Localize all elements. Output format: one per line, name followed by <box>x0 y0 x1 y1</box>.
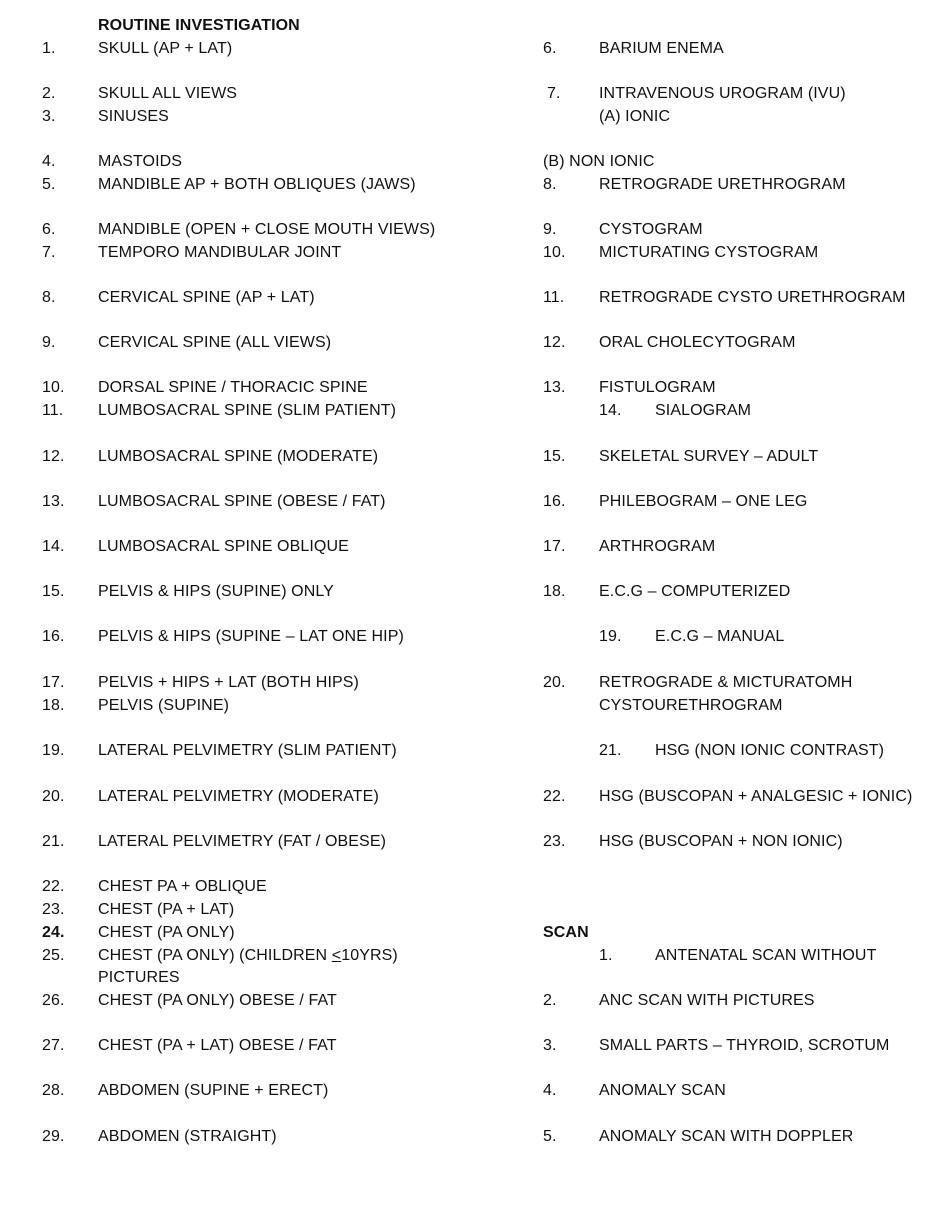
right-item-text: ORAL CHOLECYTOGRAM <box>599 334 796 351</box>
scan-item-text: ANOMALY SCAN <box>599 1082 726 1099</box>
right-item-text: INTRAVENOUS UROGRAM (IVU) <box>599 85 846 102</box>
left-item-number: 1. <box>42 40 56 57</box>
left-item-number: 16. <box>42 628 65 645</box>
right-item-text: PHILEBOGRAM – ONE LEG <box>599 493 808 510</box>
left-item-number: 29. <box>42 1128 65 1145</box>
left-item-text: LUMBOSACRAL SPINE OBLIQUE <box>98 538 349 555</box>
left-item-text: CERVICAL SPINE (ALL VIEWS) <box>98 334 332 351</box>
left-item-text: CERVICAL SPINE (AP + LAT) <box>98 289 315 306</box>
scan-item-number: 4. <box>543 1082 557 1099</box>
left-item-text: PELVIS & HIPS (SUPINE – LAT ONE HIP) <box>98 628 404 645</box>
left-item-number: 5. <box>42 176 56 193</box>
right-item-number: 8. <box>543 176 557 193</box>
right-item-text: HSG (BUSCOPAN + NON IONIC) <box>599 833 843 850</box>
left-item-number: 7. <box>42 244 56 261</box>
scan-item-number: 5. <box>543 1128 557 1145</box>
scan-item-number: 3. <box>543 1037 557 1054</box>
right-item-number: 23. <box>543 833 566 850</box>
left-item-text: MANDIBLE (OPEN + CLOSE MOUTH VIEWS) <box>98 221 436 238</box>
left-item-text: SKULL (AP + LAT) <box>98 40 233 57</box>
left-item-continuation: PICTURES <box>98 969 180 986</box>
right-item-number: 13. <box>543 379 566 396</box>
left-item-number: 28. <box>42 1082 65 1099</box>
right-item-number: 9. <box>543 221 557 238</box>
left-item-number: 17. <box>42 674 65 691</box>
right-item-number: 15. <box>543 448 566 465</box>
left-item-number: 27. <box>42 1037 65 1054</box>
right-item-text: BARIUM ENEMA <box>599 40 724 57</box>
right-item-continuation: CYSTOURETHROGRAM <box>599 697 783 714</box>
right-item-text: RETROGRADE URETHROGRAM <box>599 176 846 193</box>
right-item-text: SKELETAL SURVEY – ADULT <box>599 448 819 465</box>
left-item-text: TEMPORO MANDIBULAR JOINT <box>98 244 342 261</box>
left-item-number: 23. <box>42 901 65 918</box>
right-item-text: HSG (NON IONIC CONTRAST) <box>655 742 885 759</box>
left-item-text: LUMBOSACRAL SPINE (SLIM PATIENT) <box>98 402 397 419</box>
right-item-number: 16. <box>543 493 566 510</box>
left-item-text-part: CHEST (PA ONLY) (CHILDREN <box>98 947 332 964</box>
left-item-text: MANDIBLE AP + BOTH OBLIQUES (JAWS) <box>98 176 416 193</box>
left-item-text: MASTOIDS <box>98 153 183 170</box>
scan-item-text: ANOMALY SCAN WITH DOPPLER <box>599 1128 854 1145</box>
right-item-text: E.C.G – COMPUTERIZED <box>599 583 791 600</box>
right-item-text: HSG (BUSCOPAN + ANALGESIC + IONIC) <box>599 788 913 805</box>
left-item-text: SKULL ALL VIEWS <box>98 85 238 102</box>
right-item-text: RETROGRADE CYSTO URETHROGRAM <box>599 289 906 306</box>
left-item-number: 9. <box>42 334 56 351</box>
left-item-text: CHEST (PA + LAT) <box>98 901 235 918</box>
left-item-number: 6. <box>42 221 56 238</box>
right-item-text: RETROGRADE & MICTURATOMH <box>599 674 853 691</box>
left-item-number: 15. <box>42 583 65 600</box>
left-item-text-part: 10YRS) <box>341 947 398 964</box>
right-item-number: 21. <box>599 742 622 759</box>
left-item-text <box>98 946 398 966</box>
right-item-number: 18. <box>543 583 566 600</box>
right-item-number: 20. <box>543 674 566 691</box>
left-item-text: LUMBOSACRAL SPINE (OBESE / FAT) <box>98 493 386 510</box>
left-item-number: 18. <box>42 697 65 714</box>
left-item-number: 22. <box>42 878 65 895</box>
scan-item-text: SMALL PARTS – THYROID, SCROTUM <box>599 1037 890 1054</box>
left-item-text: DORSAL SPINE / THORACIC SPINE <box>98 379 368 396</box>
left-item-text: SINUSES <box>98 108 169 125</box>
left-item-text: CHEST (PA ONLY) <box>98 924 235 941</box>
left-item-text: ABDOMEN (STRAIGHT) <box>98 1128 277 1145</box>
right-item-text: CYSTOGRAM <box>599 221 703 238</box>
left-item-text: CHEST (PA + LAT) OBESE / FAT <box>98 1037 337 1054</box>
scan-item-number: 1. <box>599 947 613 964</box>
right-item-number: 6. <box>543 40 557 57</box>
left-item-number: 3. <box>42 108 56 125</box>
left-item-text: CHEST PA + OBLIQUE <box>98 878 267 895</box>
routine-investigation-heading: ROUTINE INVESTIGATION <box>98 17 300 34</box>
right-item-number: 10. <box>543 244 566 261</box>
right-item-number: 12. <box>543 334 566 351</box>
left-item-number: 21. <box>42 833 65 850</box>
left-item-number: 2. <box>42 85 56 102</box>
right-item-text: ARTHROGRAM <box>599 538 716 555</box>
left-item-number: 12. <box>42 448 65 465</box>
left-item-number: 14. <box>42 538 65 555</box>
left-item-number: 8. <box>42 289 56 306</box>
left-item-text: LATERAL PELVIMETRY (MODERATE) <box>98 788 379 805</box>
left-item-text: LATERAL PELVIMETRY (SLIM PATIENT) <box>98 742 397 759</box>
right-item-text: FISTULOGRAM <box>599 379 716 396</box>
right-item-number: 22. <box>543 788 566 805</box>
left-item-number: 25. <box>42 947 65 964</box>
right-item-number: 14. <box>599 402 622 419</box>
right-item-number: 19. <box>599 628 622 645</box>
left-item-number: 20. <box>42 788 65 805</box>
right-item-number: 11. <box>543 289 565 306</box>
left-item-text: CHEST (PA ONLY) OBESE / FAT <box>98 992 337 1009</box>
left-item-number: 24. <box>42 924 65 941</box>
left-item-text: ABDOMEN (SUPINE + ERECT) <box>98 1082 329 1099</box>
right-item-text: MICTURATING CYSTOGRAM <box>599 244 819 261</box>
right-item-text: (B) NON IONIC <box>543 153 655 170</box>
right-item-continuation: (A) IONIC <box>599 108 671 125</box>
left-item-number: 13. <box>42 493 65 510</box>
scan-item-text: ANC SCAN WITH PICTURES <box>599 992 815 1009</box>
left-item-text: LUMBOSACRAL SPINE (MODERATE) <box>98 448 379 465</box>
scan-heading: SCAN <box>543 924 589 941</box>
left-item-number: 10. <box>42 379 65 396</box>
left-item-number: 11. <box>42 402 64 419</box>
right-item-text: E.C.G – MANUAL <box>655 628 785 645</box>
left-item-number: 26. <box>42 992 65 1009</box>
scan-item-number: 2. <box>543 992 557 1009</box>
left-item-text: PELVIS & HIPS (SUPINE) ONLY <box>98 583 334 600</box>
left-item-number: 19. <box>42 742 65 759</box>
left-item-text: LATERAL PELVIMETRY (FAT / OBESE) <box>98 833 387 850</box>
scan-item-text: ANTENATAL SCAN WITHOUT <box>655 947 877 964</box>
right-item-text: SIALOGRAM <box>655 402 752 419</box>
left-item-text: PELVIS + HIPS + LAT (BOTH HIPS) <box>98 674 359 691</box>
right-item-number: 7. <box>547 85 561 102</box>
less-equal-symbol: < <box>331 947 342 964</box>
left-item-text: PELVIS (SUPINE) <box>98 697 230 714</box>
left-item-number: 4. <box>42 153 56 170</box>
right-item-number: 17. <box>543 538 566 555</box>
